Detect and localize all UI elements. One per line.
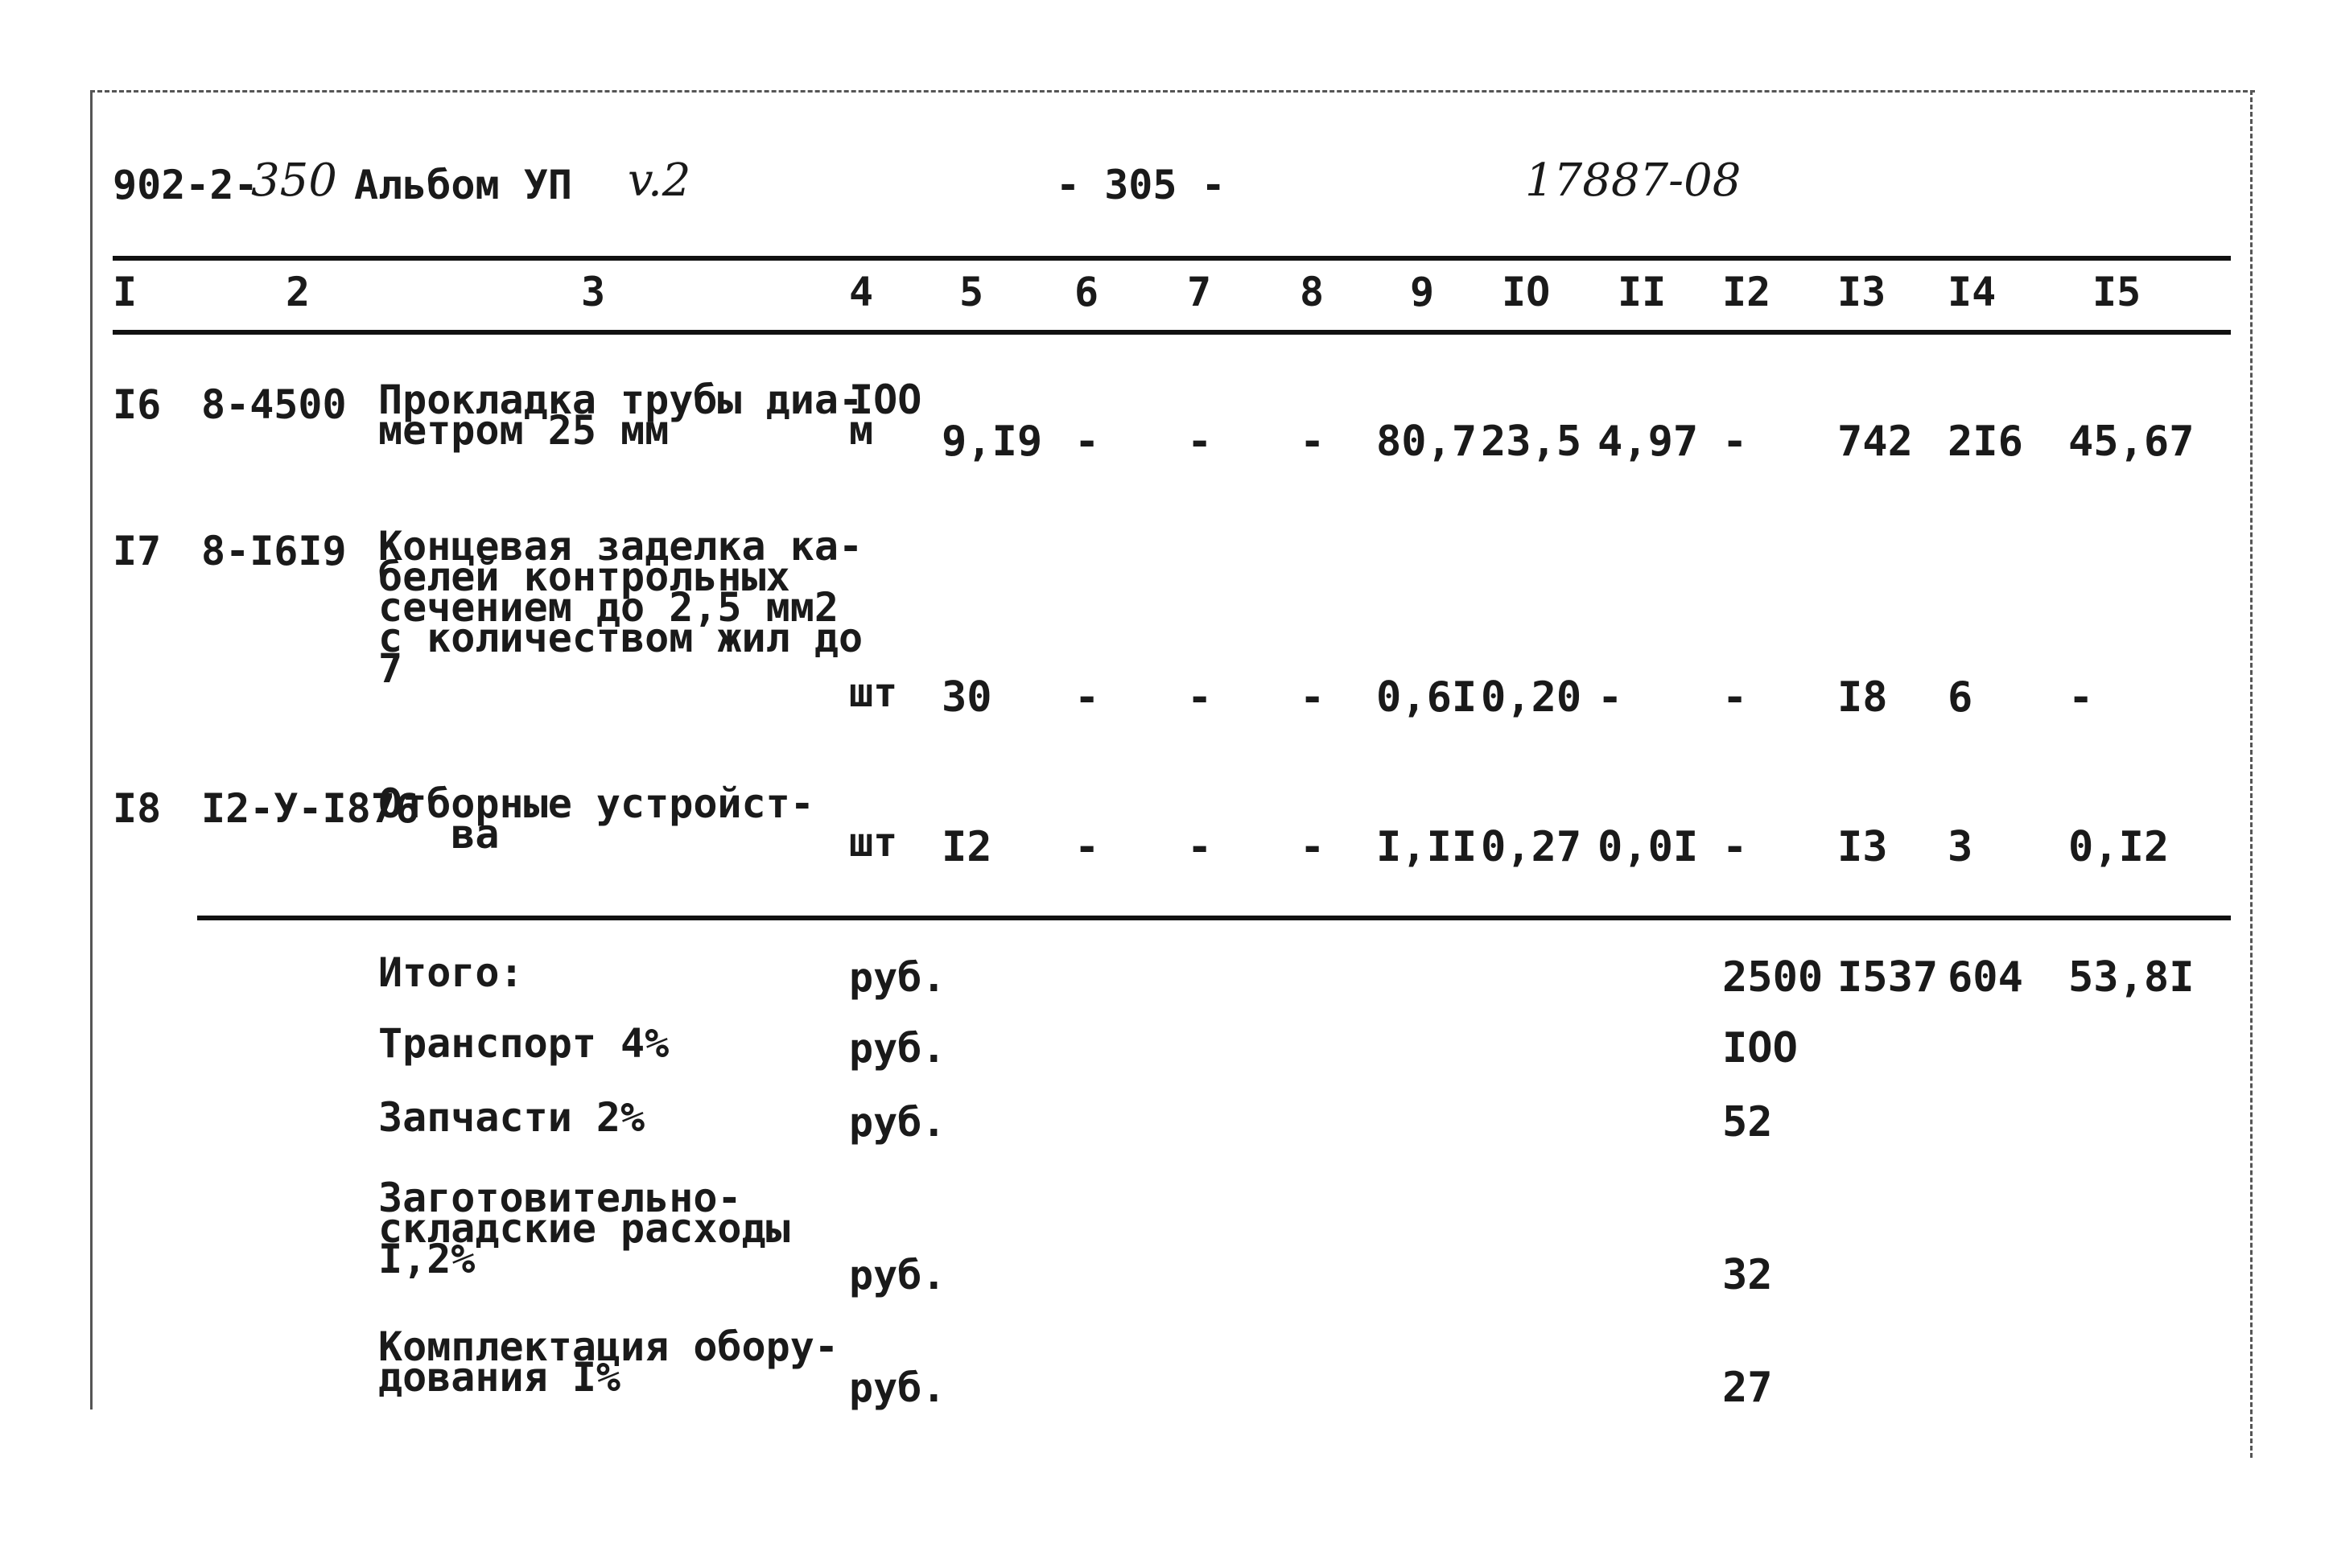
column-header-10: IO (1502, 269, 1551, 315)
row-col-11: - (1597, 673, 1623, 722)
row-col-13: I8 (1837, 673, 1888, 722)
frame-left-border (90, 90, 93, 1410)
row-col-13: 742 (1837, 418, 1913, 466)
totals-unit: руб. (849, 1364, 946, 1411)
totals-label: Заготовительно- складские расходы I,2% (378, 1175, 790, 1282)
totals-label: Итого: (378, 949, 524, 996)
totals-label: Транспорт 4% (378, 1020, 670, 1067)
row-col-15: 45,67 (2068, 418, 2195, 466)
header-code-handwritten: 350 (251, 154, 337, 207)
column-header-6: 6 (1074, 269, 1099, 315)
header-volume-handwritten: v.2 (628, 154, 691, 207)
header-stamp-handwritten: 17887-08 (1525, 154, 1742, 207)
row-col-9: 80,7 (1376, 418, 1478, 466)
row-col-10: 23,5 (1481, 418, 1582, 466)
row-col-12: - (1722, 673, 1748, 722)
frame-right-border (2250, 90, 2253, 1458)
row-col-14: 6 (1948, 673, 1973, 722)
row-col-11: 0,0I (1597, 823, 1699, 871)
column-header-13: I3 (1837, 269, 1886, 315)
totals-unit: руб. (849, 1025, 946, 1072)
row-rate-code: 8-I6I9 (201, 528, 347, 574)
totals-unit: руб. (849, 1099, 946, 1146)
totals-col-12: IOO (1722, 1024, 1798, 1072)
column-header-1: I (113, 269, 138, 315)
totals-col-13: I537 (1837, 953, 1939, 1002)
row-col-12: - (1722, 418, 1748, 466)
column-header-2: 2 (286, 269, 311, 315)
column-header-4: 4 (849, 269, 874, 315)
totals-label: Запчасти 2% (378, 1094, 645, 1141)
row-quantity: 30 (942, 673, 992, 722)
totals-col-12: 52 (1722, 1098, 1773, 1146)
column-header-11: II (1618, 269, 1667, 315)
row-quantity: 9,I9 (942, 418, 1043, 466)
row-number: I8 (113, 785, 162, 832)
row-work-name: Прокладка трубы диа- метром 25 мм (378, 377, 864, 454)
row-number: I6 (113, 381, 162, 428)
row-col-11: 4,97 (1597, 418, 1699, 466)
row-col-8: - (1300, 673, 1325, 722)
row-col-14: 3 (1948, 823, 1973, 871)
column-header-8: 8 (1300, 269, 1325, 315)
header-album: Альбом УП (354, 162, 572, 208)
row-rate-code: I2-У-I876 (201, 785, 419, 832)
row-col-12: - (1722, 823, 1748, 871)
page-number: - 305 - (1056, 162, 1226, 208)
row-unit: IOO м (849, 377, 922, 454)
totals-top-rule (197, 916, 2231, 920)
frame-top-border (90, 90, 2255, 93)
column-header-15: I5 (2092, 269, 2141, 315)
header-code-prefix: 902-2- (113, 162, 258, 208)
totals-col-12: 27 (1722, 1364, 1773, 1412)
row-col-13: I3 (1837, 823, 1888, 871)
column-header-5: 5 (959, 269, 984, 315)
totals-col-12: 2500 (1722, 953, 1824, 1002)
row-col-7: - (1187, 418, 1213, 466)
totals-col-12: 32 (1722, 1251, 1773, 1299)
row-col-14: 2I6 (1948, 418, 2023, 466)
totals-col-15: 53,8I (2068, 953, 2195, 1002)
row-col-9: I,II (1376, 823, 1478, 871)
row-col-10: 0,27 (1481, 823, 1582, 871)
row-col-7: - (1187, 673, 1213, 722)
totals-col-14: 604 (1948, 953, 2023, 1002)
row-rate-code: 8-4500 (201, 381, 347, 428)
row-work-name: Отборные устройст- ва (378, 780, 814, 858)
row-work-name: Концевая заделка ка- белей контрольных сечением до 2,5 мм2 с количеством жил до 7 (378, 523, 864, 692)
row-unit: шт (849, 669, 898, 716)
row-col-8: - (1300, 823, 1325, 871)
row-col-15: - (2068, 673, 2094, 722)
totals-label: Комплектация обору- дования I% (378, 1323, 839, 1401)
row-col-10: 0,20 (1481, 673, 1582, 722)
column-header-9: 9 (1410, 269, 1435, 315)
row-col-6: - (1074, 823, 1100, 871)
column-header-12: I2 (1722, 269, 1771, 315)
totals-unit: руб. (849, 954, 946, 1001)
row-col-6: - (1074, 673, 1100, 722)
column-header-3: 3 (581, 269, 606, 315)
row-number: I7 (113, 528, 162, 574)
row-col-7: - (1187, 823, 1213, 871)
row-unit: шт (849, 819, 898, 866)
row-col-15: 0,I2 (2068, 823, 2170, 871)
header-top-rule (113, 256, 2231, 261)
totals-unit: руб. (849, 1252, 946, 1298)
row-col-8: - (1300, 418, 1325, 466)
column-header-14: I4 (1948, 269, 1997, 315)
row-quantity: I2 (942, 823, 992, 871)
header-bottom-rule (113, 330, 2231, 335)
row-col-9: 0,6I (1376, 673, 1478, 722)
column-header-7: 7 (1187, 269, 1212, 315)
row-col-6: - (1074, 418, 1100, 466)
